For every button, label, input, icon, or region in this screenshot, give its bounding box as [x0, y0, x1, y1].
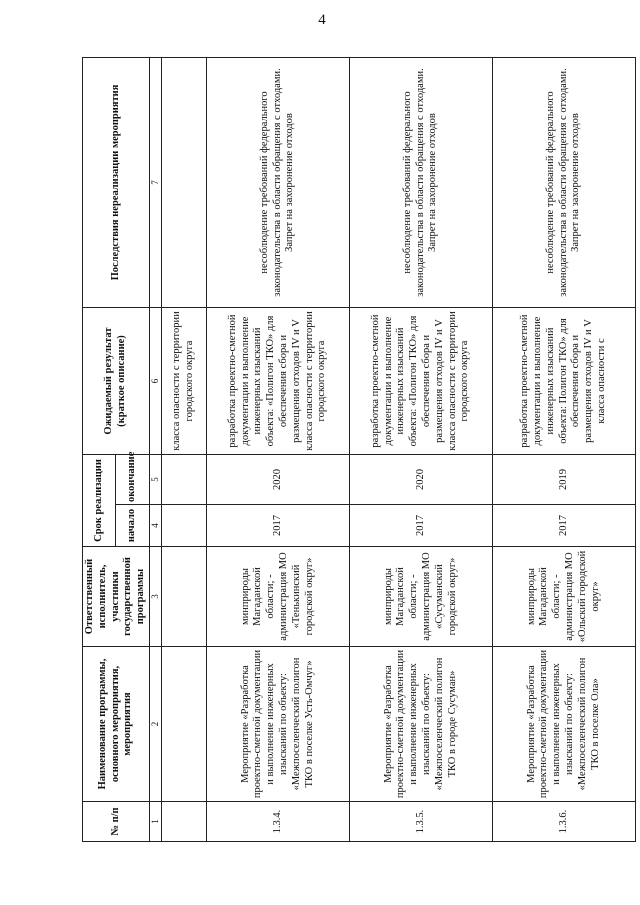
row-num: 1.3.4.	[206, 802, 349, 842]
table-row	[492, 58, 635, 842]
row-end: 2020	[206, 455, 349, 505]
column-number: 7	[149, 58, 161, 308]
row-result: разработка проектно-сметной документации и выполнение инженерных изысканий объекта: «Полигон ТКО» для обеспечения сбора и размещения отходов IV и V класса опасности с территории городского округа	[349, 308, 492, 455]
continuation-result: класса опасности с территории городского округа	[161, 308, 206, 455]
row-name: Мероприятие «Разработка проектно-сметной документации и выполнение инженерных изысканий по объекту: «Межпоселенческий полигон ТКО в городе Сусуман»	[349, 647, 492, 802]
empty-cell	[161, 647, 206, 802]
row-name: Мероприятие «Разработка проектно-сметной документации и выполнение инженерных изысканий по объекту: «Межпоселенческий полигон ТКО в поселке Ола»	[492, 647, 635, 802]
table-row	[349, 58, 492, 842]
empty-cell	[161, 802, 206, 842]
row-num: 1.3.5.	[349, 802, 492, 842]
row-consequence: несоблюдение требований федерального законодательства в области обращения с отходами. Запрет на захоронение отходов	[492, 58, 635, 308]
column-number: 2	[149, 647, 161, 802]
row-result: разработка проектно-сметной документации и выполнение инженерных изысканий объекта: Полигон ТКО» для обеспечения сбора и размещения отходов IV и V класса опасности с	[492, 308, 635, 455]
rotated-table-page	[82, 58, 607, 842]
row-name: Мероприятие «Разработка проектно-сметной документации и выполнение инженерных изысканий по объекту: «Межпоселенческий полигон ТКО в поселке Усть-Омчуг»	[206, 647, 349, 802]
column-number: 3	[149, 547, 161, 647]
column-number: 4	[149, 505, 161, 547]
row-executor: минприроды Магаданской области; - администрация МО «Ольский городской округ»	[492, 547, 635, 647]
header-end: окончание	[116, 455, 150, 505]
row-end: 2019	[492, 455, 635, 505]
row-start: 2017	[206, 505, 349, 547]
header-result: Ожидаемый результат (краткое описание)	[83, 308, 150, 455]
row-result: разработка проектно-сметной документации и выполнение инженерных изысканий объекта: «Полигон ТКО» для обеспечения сбора и размещения отходов IV и V класса опасности с территории городского округа	[206, 308, 349, 455]
header-executor: Ответственный исполнитель, участники государственной программы	[83, 547, 150, 647]
row-num: 1.3.6.	[492, 802, 635, 842]
column-number: 6	[149, 308, 161, 455]
empty-cell	[161, 505, 206, 547]
header-term: Срок реализации	[83, 455, 116, 547]
row-executor: минприроды Магаданской области; - администрация МО «Сусуманский городской округ»	[349, 547, 492, 647]
row-consequence: несоблюдение требований федерального законодательства в области обращения с отходами. Запрет на захоронение отходов	[206, 58, 349, 308]
empty-cell	[161, 547, 206, 647]
header-num: № п/п	[83, 802, 150, 842]
row-end: 2020	[349, 455, 492, 505]
row-start: 2017	[349, 505, 492, 547]
row-start: 2017	[492, 505, 635, 547]
column-number: 1	[149, 802, 161, 842]
header-start: начало	[116, 505, 150, 547]
column-number: 5	[149, 455, 161, 505]
row-consequence: несоблюдение требований федерального законодательства в области обращения с отходами. Запрет на захоронение отходов	[349, 58, 492, 308]
header-consequence: Последствия нереализации мероприятия	[83, 58, 150, 308]
table-row	[206, 58, 349, 842]
program-measures-table	[82, 57, 636, 842]
empty-cell	[161, 455, 206, 505]
row-executor: минприроды Магаданской области; - администрация МО «Тенькинский городской округ»	[206, 547, 349, 647]
empty-cell	[161, 58, 206, 308]
page-number: 4	[318, 12, 326, 28]
header-name: Наименование программы, основного мероприятия, мероприятия	[83, 647, 150, 802]
